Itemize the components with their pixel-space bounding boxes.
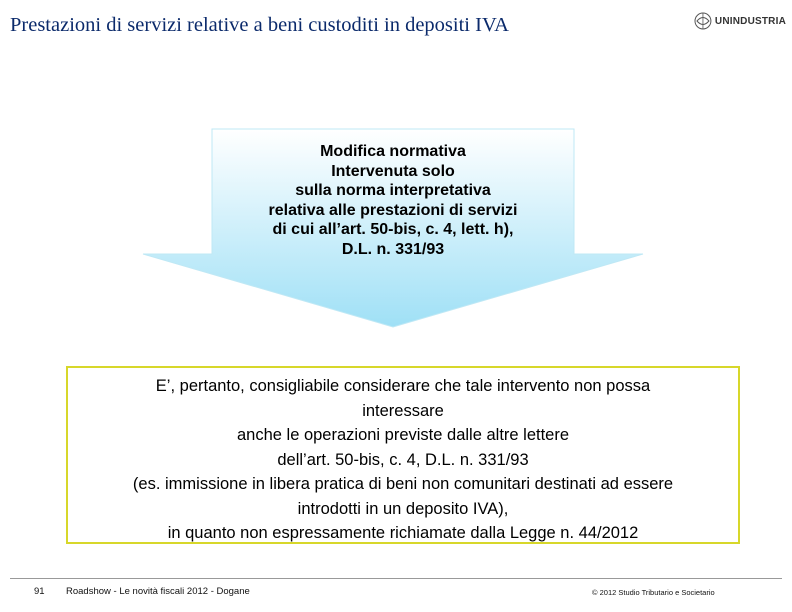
page-number: 91 <box>34 586 45 597</box>
arrow-line: di cui all’art. 50-bis, c. 4, lett. h), <box>272 221 514 238</box>
note-text <box>68 374 738 546</box>
note-line: E’, pertanto, consigliabile considerare che tale intervento non possa <box>155 377 651 395</box>
arrow-line: sulla norma interpretativa <box>295 182 491 199</box>
note-line: (es. immissione in libera pratica di beni non comunitari destinati ad essere <box>132 475 674 493</box>
footer-event: Roadshow - Le novità fiscali 2012 - Dogane <box>66 586 250 597</box>
note-line: anche le operazioni previste dalle altre lettere <box>236 426 570 444</box>
down-arrow-callout <box>138 128 648 328</box>
logo-text: UNINDUSTRIA <box>714 15 786 27</box>
unindustria-logo-mark-icon <box>694 12 712 30</box>
arrow-line: relativa alle prestazioni di servizi <box>268 201 518 219</box>
arrow-line: Modifica normativa <box>320 143 466 160</box>
note-line: dell’art. 50-bis, c. 4, D.L. n. 331/93 <box>277 450 529 469</box>
arrow-text <box>230 142 556 259</box>
note-line: interessare <box>362 401 444 420</box>
note-box <box>66 366 740 544</box>
arrow-line: D.L. n. 331/93 <box>341 240 445 258</box>
unindustria-logo <box>694 10 786 32</box>
footer-copyright: © 2012 Studio Tributario e Societario <box>592 588 715 597</box>
note-line: in quanto non espressamente richiamate dalla Legge n. 44/2012 <box>167 524 639 542</box>
arrow-line: Intervenuta solo <box>331 162 455 180</box>
footer-divider <box>10 578 782 579</box>
page-title: Prestazioni di servizi relative a beni custoditi in depositi IVA <box>10 14 509 36</box>
note-line: introdotti in un deposito IVA), <box>297 499 509 518</box>
